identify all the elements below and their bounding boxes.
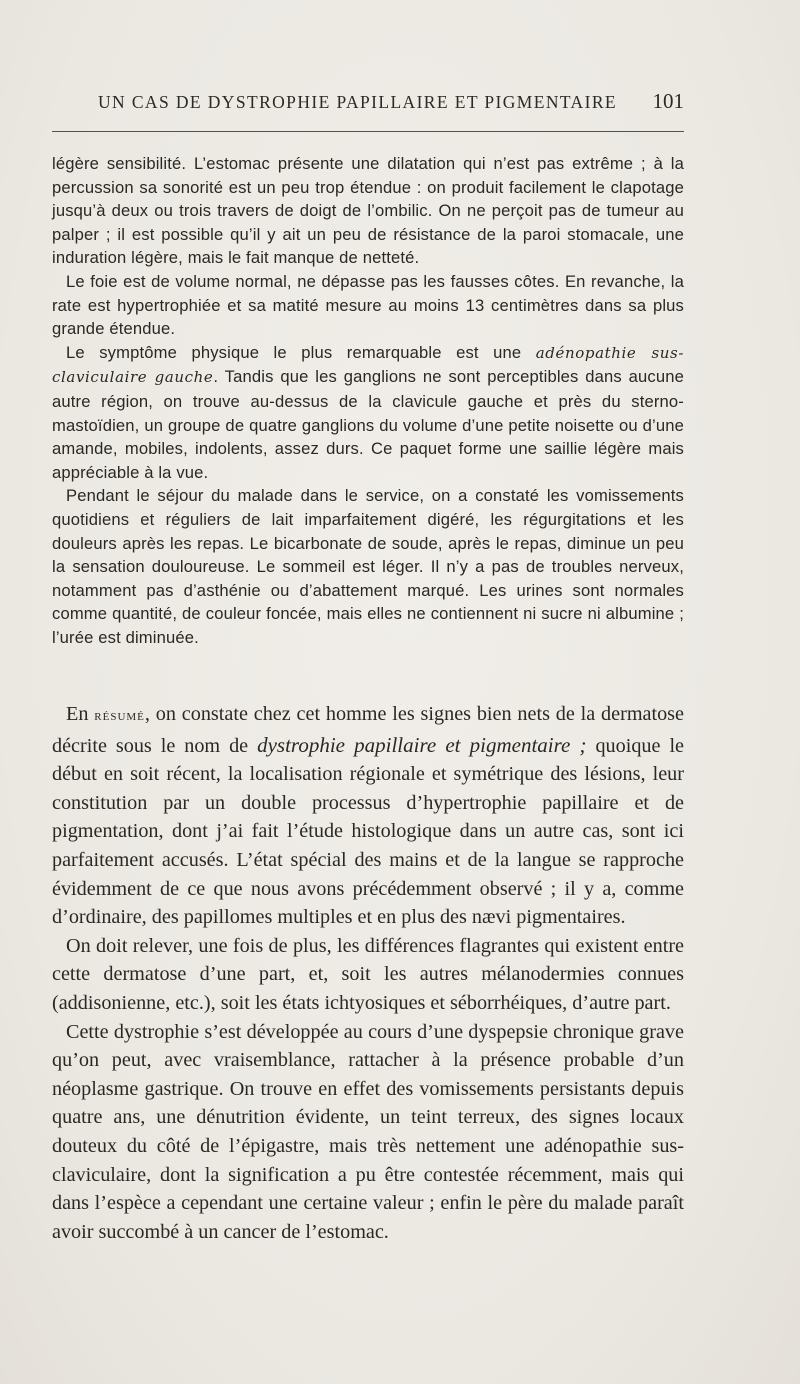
paragraph-differences [52,932,684,1018]
paragraph-stomach [52,152,684,270]
paragraph-summary-before: , on constate chez cet homme les signes bien nets de la dermatose décrite sous le nom de [52,703,684,757]
paragraph-differences-text: On doit relever, une fois de plus, les différences flagrantes qui existent entre cette dermatose d’une part, et, soit les autres mélanodermies connues (addisonienne, etc.), soit les états ichtyosiques et séborrhéiques, d’autre part. [52,934,684,1014]
paragraph-summary-after: quoique le début en soit récent, la localisation régionale et symétrique des lésions, leur constitution par un double processus d’hypertrophie papillaire et de pigmentation, dont j’ai fait l’étude histologique dans un autre cas, sont ici parfaitement accusés. L’état spécial des mains et de la langue se rapproche évidemment de ce que nous avons précédemment observé ; il y a, comme d’ordinaire, des papillomes multiples et en plus des nævi pigmentaires. [52,734,685,929]
paragraph-stomach-text: légère sensibilité. L’estomac présente une dilatation qui n’est pas extrême ; à la percussion sa sonorité est un peu trop étendue : on produit facilement le clapotage jusqu’à deux ou trois travers de doigt de l’ombilic. On ne perçoit pas de tumeur au palper ; il est possible qu’il y ait un peu de résistance de la paroi stomacale, une induration légère, mais le fait manque de netteté. [52,154,684,268]
running-head [52,89,684,122]
paragraph-adenopathy-after: . Tandis que les ganglions ne sont perceptibles dans aucune autre région, on trouve au-dessus de la clavicule gauche et près du sterno-mastoïdien, un groupe de quatre ganglions du volume d’une petite noisette ou d’une amande, mobiles, indolents, assez durs. Ce paquet forme une saillie légère mais appréciable à la vue. [52,367,684,482]
case-observation-text [52,152,684,649]
paragraph-adenopathy-before: Le symptôme physique le plus remarquable est une [66,342,536,362]
summary-smallcaps: résumé [94,708,145,724]
summary-text [52,700,684,1246]
header-rule [52,131,684,132]
paragraph-liver-spleen-text: Le foie est de volume normal, ne dépasse pas les fausses côtes. En revanche, la rate est hypertrophiée et sa matité mesure au moins 13 centimètres dans sa plus grande étendue. [52,271,684,339]
emphasis-adenopathy: adénopathie sus-claviculaire gauche [52,343,684,387]
paragraph-hospital-stay-text: Pendant le séjour du malade dans le service, on a constaté les vomissements quotidiens et réguliers de lait imparfaitement digéré, les régurgitations et les douleurs après les repas. Le bicarbonate de soude, après le repas, diminue un peu la sensation douloureuse. Le sommeil est léger. Il n’y a pas de troubles nerveux, notamment pas d’asthénie ou d’abattement marqué. Les urines sont normales comme quantité, de couleur foncée, mais elles ne contiennent ni sucre ni albumine ; l’urée est diminuée. [52,486,684,647]
paragraph-liver-spleen [52,270,684,341]
paragraph-dyspepsia-text: Cette dystrophie s’est développée au cours d’une dyspepsie chronique grave qu’on peut, avec vraisemblance, rattacher à la présence probable d’un néoplasme gastrique. On trouve en effet des vomissements persistants depuis quatre ans, une dénutrition évidente, un teint terreux, des signes locaux douteux du côté de l’épigastre, mais très nettement une adénopathie sus-claviculaire, dont la signification a pu être contestée récemment, mais qui dans l’espèce a cependant une certaine valeur ; enfin le père du malade paraît avoir succombé à un cancer de l’estomac. [52,1020,684,1243]
page-number: 101 [652,89,684,113]
paragraph-summary-lead: En [66,703,95,725]
paragraph-summary [52,700,684,932]
emphasis-dermatosis-name: dystrophie papillaire et pigmentaire ; [257,732,587,757]
running-title: UN CAS DE DYSTROPHIE PAPILLAIRE ET PIGMENTAIRE [98,92,617,112]
paragraph-adenopathy [52,341,684,485]
paragraph-dyspepsia [52,1018,684,1247]
paragraph-hospital-stay [52,484,684,649]
